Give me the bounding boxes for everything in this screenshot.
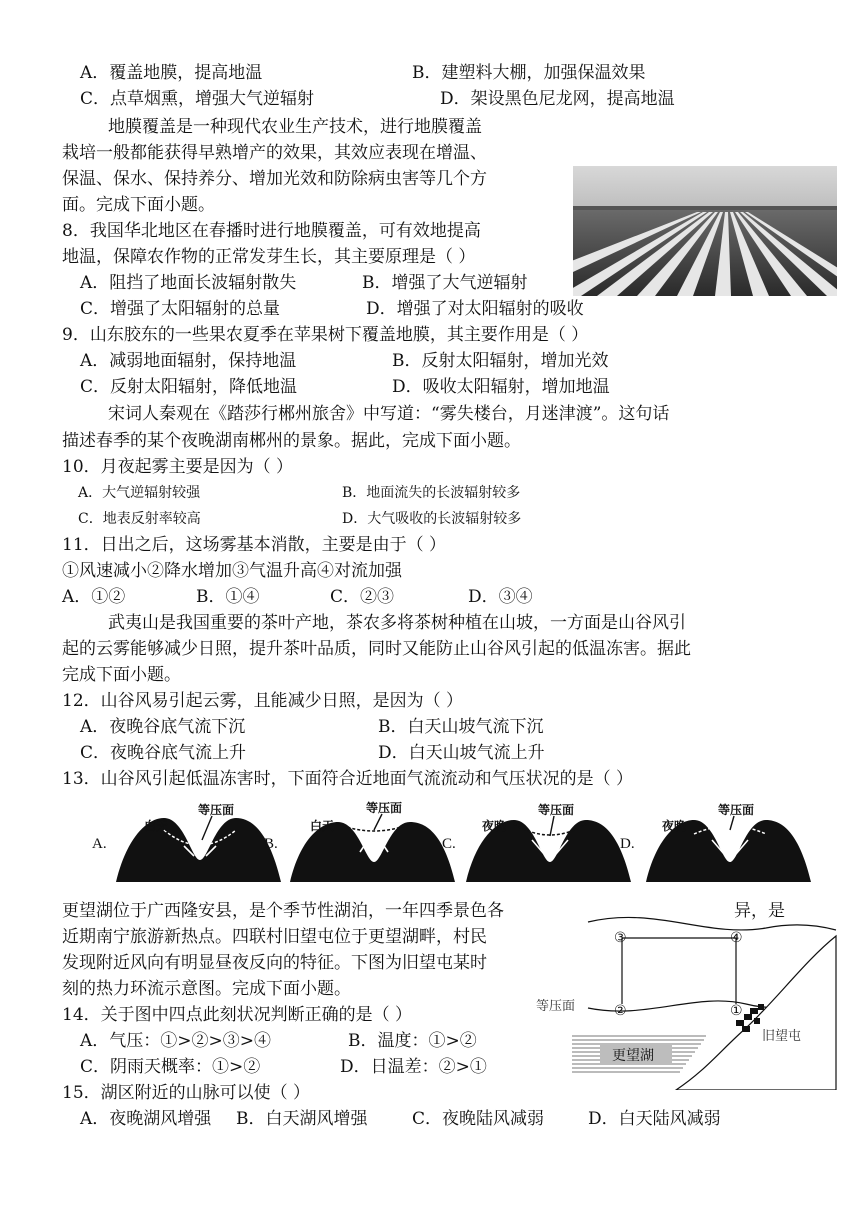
- q13-option-b-letter: B.: [264, 836, 278, 852]
- point-1-label: ①: [730, 1003, 743, 1019]
- fog-intro-line: 描述春季的某个夜晚湖南郴州的景象。据此，完成下面小题。: [62, 431, 521, 451]
- q8-stem: 地温，保障农作物的正常发芽生长，其主要原理是（ ）: [62, 247, 476, 267]
- q7-option-c: C．点草烟熏，增强大气逆辐射: [80, 89, 315, 109]
- q13-option-c-time: 夜晚: [482, 819, 507, 833]
- q12-option-c: C．夜晚谷底气流上升: [80, 743, 247, 763]
- q14-option-a: A．气压：①>②>③>④: [80, 1031, 272, 1051]
- lake-intro-line: 发现附近风向有明显昼夜反向的特征。下图为旧望屯某时: [62, 953, 487, 973]
- q8-option-d: D．增强了对太阳辐射的吸收: [366, 299, 584, 319]
- lake-label: 更望湖: [612, 1047, 654, 1063]
- q9-option-c: C．反射太阳辐射，降低地温: [80, 377, 298, 397]
- q13-diagram-c: [466, 800, 631, 882]
- q8-option-b: B．增强了大气逆辐射: [362, 273, 528, 293]
- q13-option-a-letter: A.: [92, 836, 107, 852]
- q15-option-a: A．夜晚湖风增强: [80, 1109, 212, 1129]
- point-2-label: ②: [614, 1003, 627, 1019]
- village-label: 旧望屯: [762, 1028, 802, 1043]
- q12-option-d: D．白天山坡气流上升: [378, 743, 545, 763]
- q7-option-b: B．建塑料大棚，加强保温效果: [412, 63, 646, 83]
- q10-option-c: C．地表反射率较高: [78, 511, 201, 527]
- tea-intro-line: 起的云雾能够减少日照，提升茶叶品质，同时又能防止山谷风引起的低温冻害。据此: [62, 639, 691, 659]
- q10-option-d: D．大气吸收的长波辐射较多: [342, 511, 522, 527]
- q9-stem: 9．山东胶东的一些果农夏季在苹果树下覆盖地膜，其主要作用是（ ）: [62, 325, 589, 345]
- mulch-intro-line: 保温、保水、保持养分、增加光效和防除病虫害等几个方: [62, 169, 487, 189]
- q13-diagram-a: [116, 800, 281, 882]
- q11-items: ①风速减小②降水增加③气温升高④对流加强: [62, 561, 402, 581]
- q11-option-a: A．①②: [62, 587, 126, 607]
- q13-option-a-isobar: 等压面: [198, 803, 235, 817]
- q13-option-d-letter: D.: [620, 836, 635, 852]
- mulch-field-photo: [573, 166, 837, 296]
- q7-option-a: A．覆盖地膜，提高地温: [80, 63, 263, 83]
- q13-option-a-time: 白天: [144, 819, 169, 833]
- q9-option-d: D．吸收太阳辐射，增加地温: [392, 377, 610, 397]
- q13-diagram-b: [290, 800, 455, 882]
- q10-option-b: B．地面流失的长波辐射较多: [342, 485, 521, 501]
- q8-option-c: C．增强了太阳辐射的总量: [80, 299, 281, 319]
- q13-stem: 13．山谷风引起低温冻害时，下面符合近地面气流流动和气压状况的是（ ）: [62, 769, 634, 789]
- q9-option-b: B．反射太阳辐射，增加光效: [392, 351, 609, 371]
- point-4-label: ④: [730, 930, 743, 946]
- q13-diagram-d: [646, 800, 811, 882]
- q14-option-d: D．日温差：②>①: [340, 1057, 487, 1077]
- q10-stem: 10．月夜起雾主要是因为（ ）: [62, 457, 294, 477]
- q8-option-a: A．阻挡了地面长波辐射散失: [80, 273, 297, 293]
- q13-option-b-isobar: 等压面: [366, 801, 403, 815]
- q14-stem: 14．关于图中四点此刻状况判断正确的是（ ）: [62, 1005, 413, 1025]
- lake-circulation-diagram: [536, 900, 840, 1090]
- q15-option-b: B．白天湖风增强: [236, 1109, 368, 1129]
- mulch-intro-line: 面。完成下面小题。: [62, 195, 215, 215]
- q13-option-d-time: 夜晚: [662, 819, 687, 833]
- tea-intro-line: 武夷山是我国重要的茶叶产地，茶农多将茶树种植在山坡，一方面是山谷风引: [108, 613, 686, 633]
- q11-option-b: B．①④: [196, 587, 260, 607]
- q10-option-a: A．大气逆辐射较强: [78, 485, 201, 501]
- q14-option-c: C．阴雨天概率：①>②: [80, 1057, 261, 1077]
- q11-stem: 11．日出之后，这场雾基本消散，主要是由于（ ）: [62, 535, 447, 555]
- isobar-label: 等压面: [536, 998, 576, 1013]
- q7-option-d: D．架设黑色尼龙网，提高地温: [440, 89, 675, 109]
- lake-intro-line: 近期南宁旅游新热点。四联村旧望屯位于更望湖畔，村民: [62, 927, 487, 947]
- lake-intro-line-end: 异，是: [734, 901, 785, 921]
- q15-option-d: D．白天陆风减弱: [588, 1109, 721, 1129]
- q15-option-c: C．夜晚陆风减弱: [412, 1109, 545, 1129]
- q13-option-c-isobar: 等压面: [538, 803, 575, 817]
- tea-intro-line: 完成下面小题。: [62, 665, 181, 685]
- mulch-intro-line: 栽培一般都能获得早熟增产的效果，其效应表现在增温、: [62, 143, 487, 163]
- q14-option-b: B．温度：①>②: [348, 1031, 477, 1051]
- q11-option-c: C．②③: [330, 587, 395, 607]
- point-3-label: ③: [614, 930, 627, 946]
- q9-option-a: A．减弱地面辐射，保持地温: [80, 351, 297, 371]
- q8-stem: 8．我国华北地区在春播时进行地膜覆盖，可有效地提高: [62, 221, 481, 241]
- q13-option-b-time: 白天: [310, 819, 335, 833]
- mulch-intro-line: 地膜覆盖是一种现代农业生产技术，进行地膜覆盖: [108, 117, 482, 137]
- fog-intro-line: 宋词人秦观在《踏莎行郴州旅舍》中写道：“雾失楼台，月迷津渡”。这句话: [108, 404, 670, 424]
- q13-option-d-isobar: 等压面: [718, 803, 755, 817]
- q12-option-b: B．白天山坡气流下沉: [378, 717, 544, 737]
- lake-intro-line: 更望湖位于广西隆安县，是个季节性湖泊，一年四季景色各: [62, 901, 504, 921]
- q15-stem: 15．湖区附近的山脉可以使（ ）: [62, 1083, 311, 1103]
- q12-option-a: A．夜晚谷底气流下沉: [80, 717, 246, 737]
- q12-stem: 12．山谷风易引起云雾，且能减少日照，是因为（ ）: [62, 691, 464, 711]
- lake-intro-line: 刻的热力环流示意图。完成下面小题。: [62, 979, 351, 999]
- q11-option-d: D．③④: [468, 587, 533, 607]
- q13-option-c-letter: C.: [442, 836, 456, 852]
